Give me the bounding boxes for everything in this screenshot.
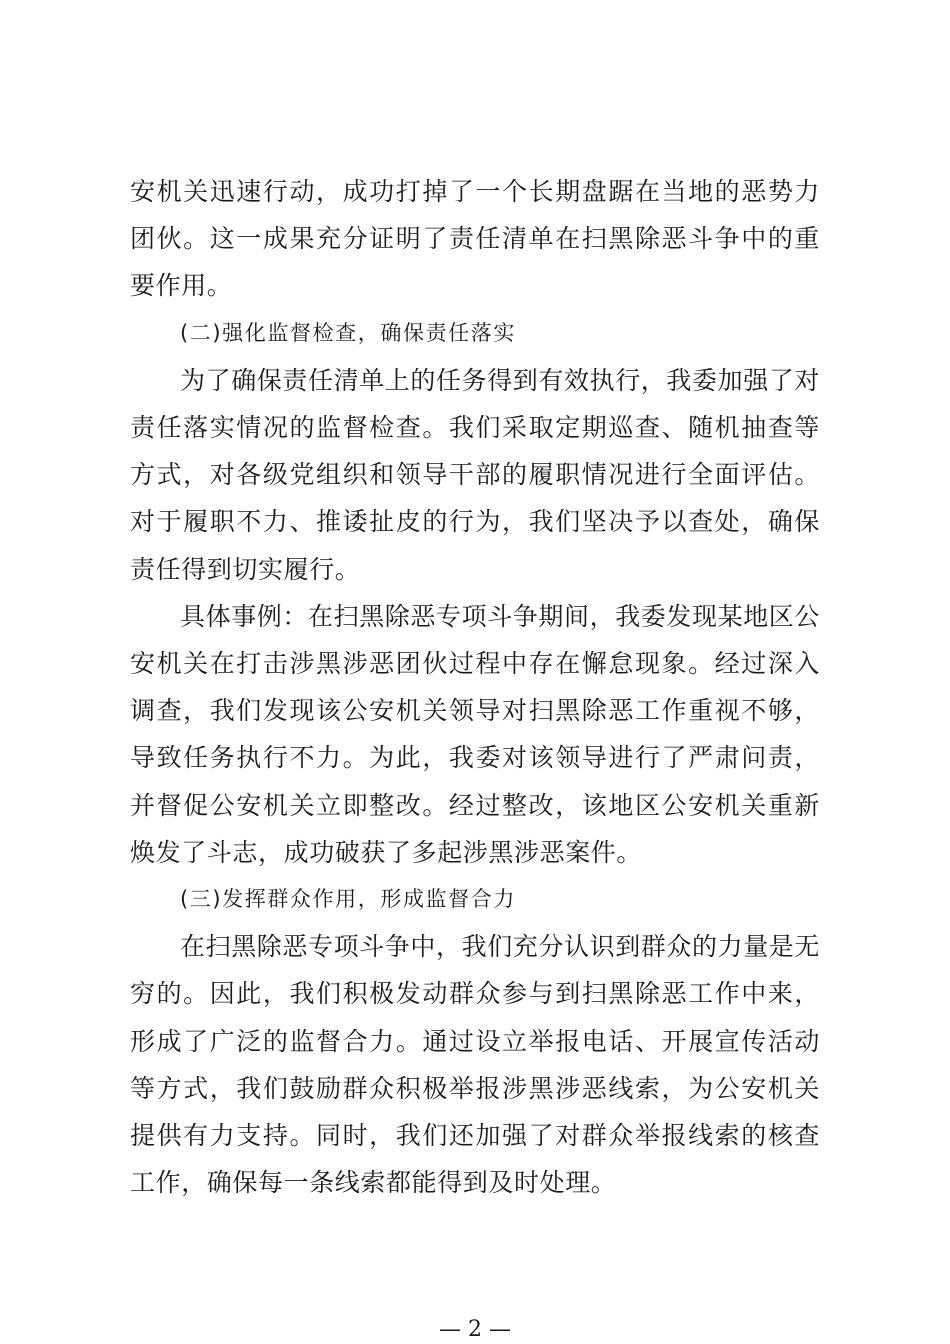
section-heading-2: (二)强化监督检查，确保责任落实: [180, 320, 516, 345]
page-number: — 2 —: [439, 1317, 511, 1342]
section-heading-3: (三)发挥群众作用，形成监督合力: [180, 887, 516, 912]
paragraph-example: 具体事例：在扫黑除恶专项斗争期间，我委发现某地区公安机关在打击涉黑涉恶团伙过程中存在懈怠现象。经过深入调查，我们发现该公安机关领导对扫黑除恶工作重视不够，导致任务执行不力。为此，我委对该领导进行了严肃问责，并督促公安机关立即整改。经过整改，该地区公安机关重新焕发了斗志，成功破获了多起涉黑涉恶案件。: [130, 601, 821, 867]
document-body: [130, 168, 820, 1206]
paragraph-supervision: 为了确保责任清单上的任务得到有效执行，我委加强了对责任落实情况的监督检查。我们采取定期巡查、随机抽查等方式，对各级党组织和领导干部的履职情况进行全面评估。对于履职不力、推诿扯皮的行为，我们坚决予以查处，确保责任得到切实履行。: [130, 365, 821, 584]
paragraph-public-role: 在扫黑除恶专项斗争中，我们充分认识到群众的力量是无穷的。因此，我们积极发动群众参与到扫黑除恶工作中来，形成了广泛的监督合力。通过设立举报电话、开展宣传活动等方式，我们鼓励群众积极举报涉黑涉恶线索，为公安机关提供有力支持。同时，我们还加强了对群众举报线索的核查工作，确保每一条线索都能得到及时处理。: [130, 932, 821, 1198]
paragraph-continued: 安机关迅速行动，成功打掉了一个长期盘踞在当地的恶势力团伙。这一成果充分证明了责任清单在扫黑除恶斗争中的重要作用。: [130, 177, 820, 301]
